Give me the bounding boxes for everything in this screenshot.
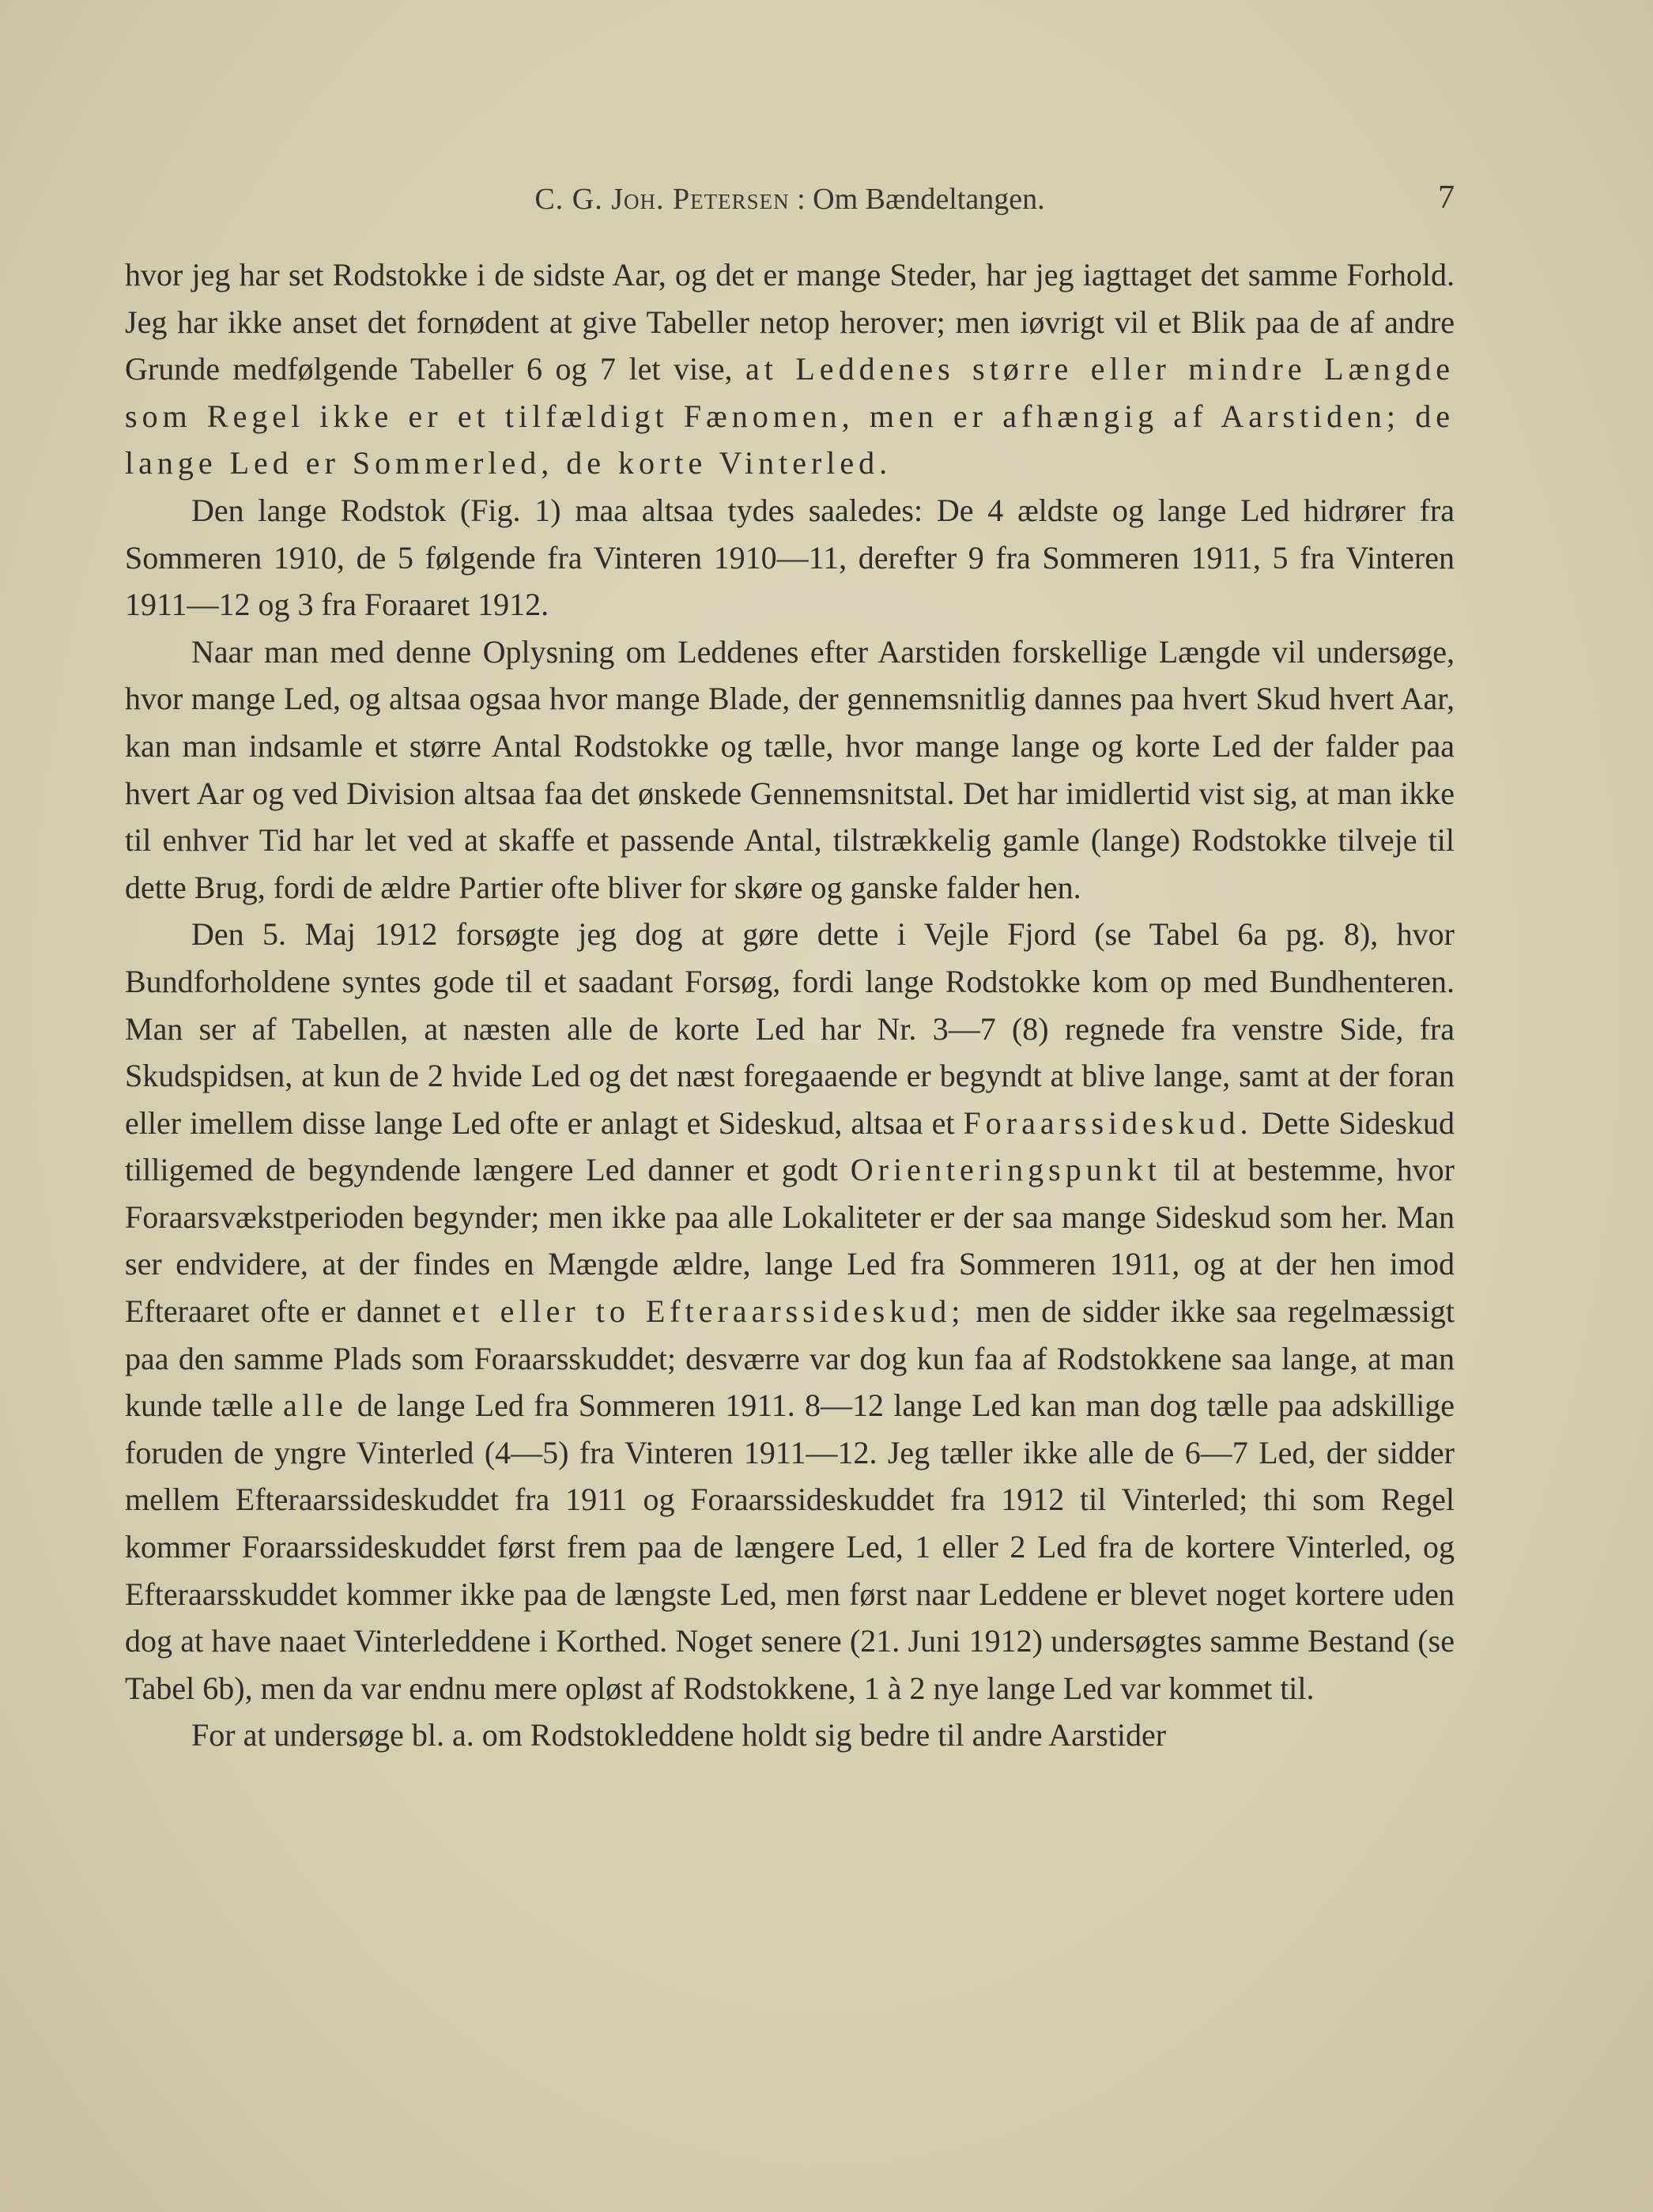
text-segment: Den 5. Maj 1912 forsøgte jeg dog at gøre dette i Vejle Fjord (se Tabel 6a pg. 8), hvor Bundforholdene syntes gode til et saadant Forsøg, fordi lange Rodstokke kom op med Bundhenteren. Man ser af Tabellen, at næsten alle de korte Led har Nr. 3—7 (8) regnede fra venstre Side, fra Skudspidsen, at kun de 2 hvide Led og det næst foregaaende er begyndt at blive lange, samt at der foran eller imellem disse lange Led ofte er anlagt et Sideskud, altsaa et — [125, 916, 1455, 1141]
emphasized-text: Foraarssideskud. — [963, 1104, 1253, 1141]
text-segment: For at undersøge bl. a. om Rodstokleddene holdt sig bedre til andre Aarstider — [191, 1717, 1167, 1753]
emphasized-text: et eller to Efteraarssideskud; — [451, 1293, 965, 1330]
article-title: Om Bændeltangen. — [813, 183, 1045, 216]
body-text — [125, 251, 1455, 1759]
paragraph — [125, 251, 1455, 487]
text-segment: til at bestemme, hvor Foraarsvækstperioden begynder; men ikke paa alle Lokaliteter er der saa mange Sideskud som her. Man ser endvidere, at der findes en Mængde ældre, lange Led fra Sommeren 1911, og at der hen imod Efteraaret ofte er dannet — [125, 1152, 1455, 1330]
emphasized-text: at Leddenes større eller mindre Længde som Regel ikke er et tilfældigt Fænomen, men er afhængig af Aarstiden; de lange Led er Sommerled, de korte Vinterled. — [125, 351, 1455, 481]
text-segment: Den lange Rodstok (Fig. 1) maa altsaa tydes saaledes: De 4 ældste og lange Led hidrører fra Sommeren 1910, de 5 følgende fra Vinteren 1910—11, derefter 9 fra Sommeren 1911, 5 fra Vinteren 1911—12 og 3 fra Foraaret 1912. — [125, 492, 1455, 623]
paragraph — [125, 628, 1455, 912]
text-segment: Dette Sideskud tilligemed de begyndende længere Led danner et godt — [125, 1104, 1455, 1188]
header-separator: : — [789, 183, 813, 216]
text-segment: de lange Led fra Sommeren 1911. 8—12 lange Led kan man dog tælle paa adskillige foruden de yngre Vinterled (4—5) fra Vinteren 1911—12. Jeg tæller ikke alle de 6—7 Led, der sidder mellem Efteraarssideskuddet fra 1911 og Foraarssideskuddet fra 1912 til Vinterled; thi som Regel kommer Foraarssideskuddet først frem paa de længere Led, 1 eller 2 Led fra de kortere Vinterled, og Efteraarsskuddet kommer ikke paa de længste Led, men først naar Leddene er blevet noget kortere uden dog at have naaet Vinterleddene i Korthed. Noget senere (21. Juni 1912) undersøgtes samme Bestand (se Tabel 6b), men da var endnu mere opløst af Rodstokkene, 1 à 2 nye lange Led var kommet til. — [125, 1387, 1455, 1706]
paragraph — [125, 487, 1455, 628]
page-number: 7 — [1438, 179, 1455, 216]
author-name: C. G. Joh. Petersen — [534, 183, 790, 216]
running-head — [125, 182, 1455, 217]
paragraph — [125, 911, 1455, 1712]
text-segment: hvor jeg har set Rodstokke i de sidste Aar, og det er mange Steder, har jeg iagttaget det samme Forhold. Jeg har ikke anset det fornødent at give Tabeller netop herover; men iøvrigt vil et Blik paa de af andre Grunde medfølgende Tabeller 6 og 7 let vise, — [125, 257, 1455, 387]
text-segment: Naar man med denne Oplysning om Leddenes efter Aarstiden forskellige Længde vil undersøge, hvor mange Led, og altsaa ogsaa hvor mange Blade, der gennemsnitlig dannes paa hvert Skud hvert Aar, kan man indsamle et større Antal Rodstokke og tælle, hvor mange lange og korte Led der falder paa hvert Aar og ved Division altsaa faa det ønskede Gennemsnitstal. Det har imidlertid vist sig, at man ikke til enhver Tid har let ved at skaffe et passende Antal, tilstrækkelig gamle (lange) Rodstokke tilveje til dette Brug, fordi de ældre Partier ofte bliver for skøre og ganske falder hen. — [125, 633, 1455, 905]
emphasized-text: Orienteringspunkt — [850, 1152, 1161, 1188]
page-header — [125, 176, 1455, 223]
text-segment: men de sidder ikke saa regelmæssigt paa den samme Plads som Foraarsskuddet; desværre var dog kun faa af Rodstokkene saa lange, at man kunde tælle — [125, 1293, 1455, 1424]
emphasized-text: alle — [282, 1387, 348, 1424]
paragraph — [125, 1712, 1455, 1759]
